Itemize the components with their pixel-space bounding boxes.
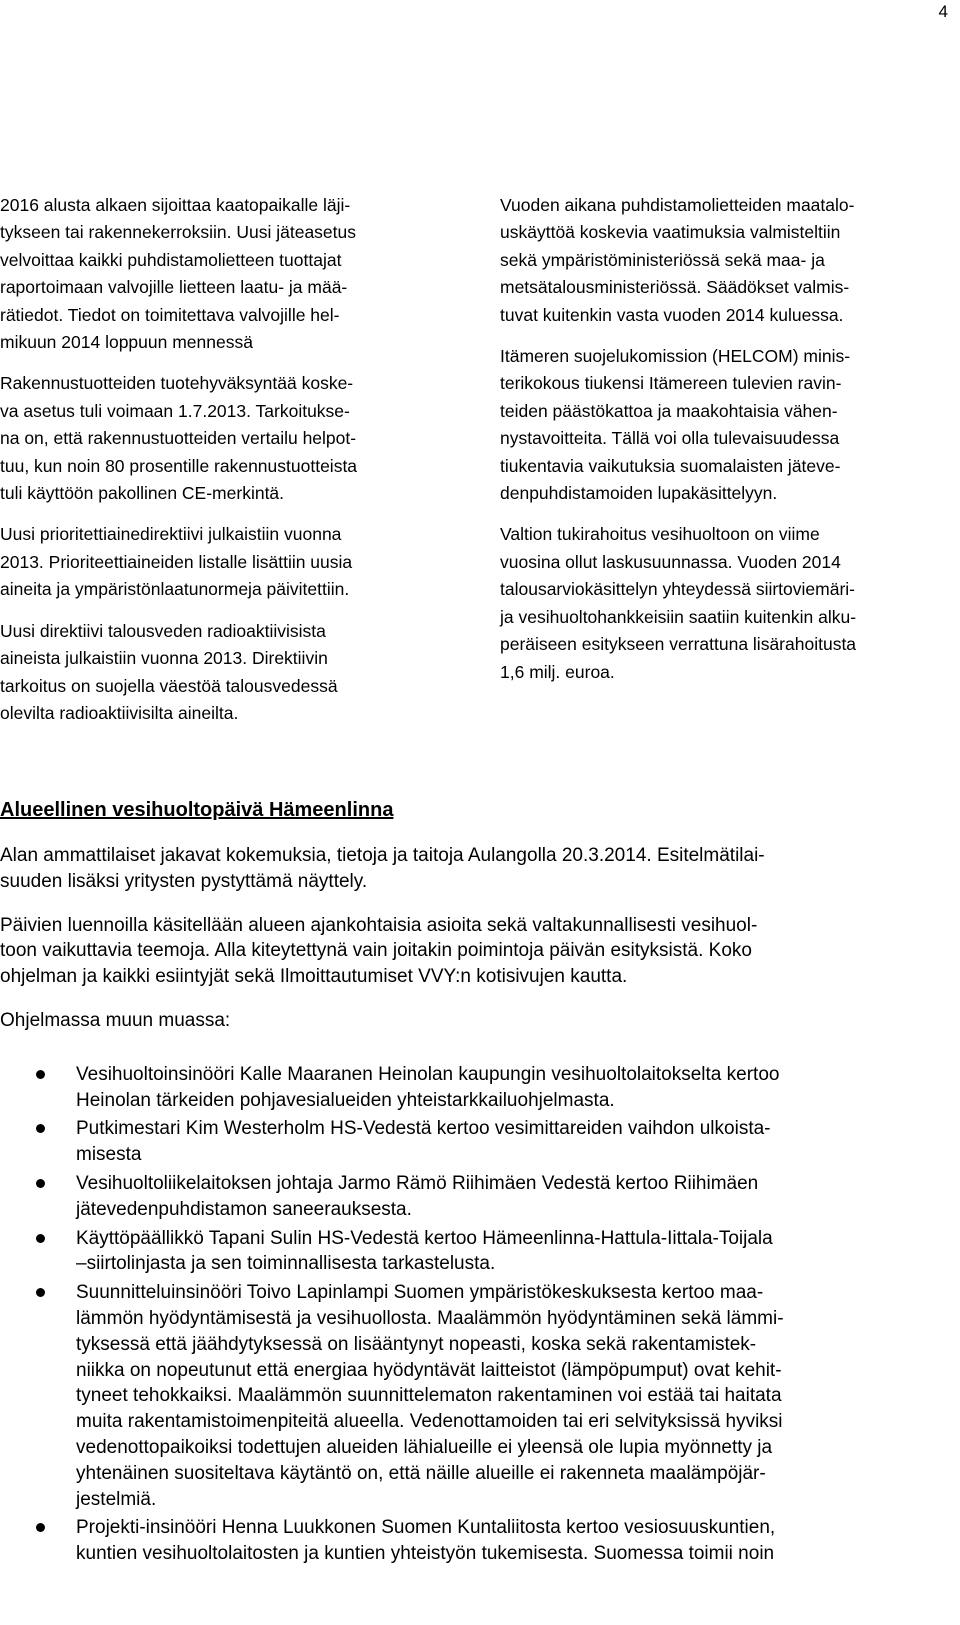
text-line: Heinolan tärkeiden pohjavesialueiden yhteistarkkailuohjelmasta. bbox=[76, 1089, 615, 1111]
text-line: aineista julkaistiin vuonna 2013. Direktiivin bbox=[0, 648, 328, 669]
text-line: rätiedot. Tiedot on toimitettava valvojille hel- bbox=[0, 304, 340, 325]
text-line: Rakennustuotteiden tuotehyväksyntää koske- bbox=[0, 373, 354, 394]
paragraph bbox=[0, 618, 450, 728]
left-column bbox=[0, 192, 450, 727]
text-line: misesta bbox=[76, 1144, 142, 1166]
text-line: Valtion tukirahoitus vesihuoltoon on viime bbox=[500, 524, 820, 545]
text-line: olevilta radioaktiivisilta aineilta. bbox=[0, 702, 239, 723]
paragraph bbox=[500, 343, 932, 507]
text-line: 2013. Prioriteettiaineiden listalle lisättiin uusia bbox=[0, 551, 353, 572]
paragraph bbox=[0, 843, 940, 895]
text-line: metsätalousministeriössä. Säädökset valmis- bbox=[500, 277, 850, 298]
text-line: talousarviokäsittelyn yhteydessä siirtoviemäri- bbox=[500, 579, 855, 600]
paragraph bbox=[0, 192, 450, 356]
paragraph bbox=[0, 913, 940, 990]
text-line: Uusi prioritettiainedirektiivi julkaistiin vuonna bbox=[0, 524, 342, 545]
text-line: denpuhdistamoiden lupakäsittelyyn. bbox=[500, 483, 778, 504]
text-line: jätevedenpuhdistamon saneerauksesta. bbox=[76, 1198, 412, 1220]
text-line: raportoimaan valvojille lietteen laatu- ja mää- bbox=[0, 277, 348, 298]
program-list bbox=[0, 1062, 940, 1567]
text-line: ja vesihuoltohankkeisiin saatiin kuitenkin alku- bbox=[500, 606, 857, 627]
list-item bbox=[0, 1226, 940, 1278]
text-line: na on, että rakennustuotteiden vertailu helpot- bbox=[0, 428, 357, 449]
text-line: yhtenäinen suositeltava käytäntö on, että näille alueille ei rakenneta maalämpöjär- bbox=[76, 1462, 766, 1484]
text-line: Suunnitteluinsinööri Toivo Lapinlampi Suomen ympäristökeskuksesta kertoo maa- bbox=[76, 1282, 764, 1304]
text-line: Käyttöpäällikkö Tapani Sulin HS-Vedestä kertoo Hämeenlinna-Hattula-Iittala-Toijala bbox=[76, 1227, 773, 1249]
text-line: velvoittaa kaikki puhdistamolietteen tuottajat bbox=[0, 249, 342, 270]
text-line: tuli käyttöön pakollinen CE-merkintä. bbox=[0, 483, 285, 504]
paragraph bbox=[0, 521, 450, 603]
list-item bbox=[0, 1515, 940, 1567]
event-section bbox=[0, 796, 940, 1570]
text-line: tuvat kuitenkin vasta vuoden 2014 kuluessa. bbox=[500, 304, 844, 325]
text-line: Alan ammattilaiset jakavat kokemuksia, tietoja ja taitoja Aulangolla 20.3.2014. Esitelmätilai- bbox=[0, 845, 765, 866]
text-line: tykseen tai rakennekerroksiin. Uusi jäteasetus bbox=[0, 222, 357, 243]
text-line: toon vaikuttavia teemoja. Alla kiteytettynä vain joitakin poimintoja päivän esityksistä. Koko bbox=[0, 940, 752, 962]
list-item bbox=[0, 1171, 940, 1223]
paragraph bbox=[500, 521, 932, 685]
text-line: kuntien vesihuoltolaitosten ja kuntien yhteistyön tukemisesta. Suomessa toimii noin bbox=[76, 1543, 775, 1565]
text-line: Projekti-insinööri Henna Luukkonen Suomen Kuntaliitosta kertoo vesiosuuskuntien, bbox=[76, 1517, 776, 1539]
text-line: lämmön hyödyntämisestä ja vesihuollosta. Maalämmön hyödyntäminen sekä lämmi- bbox=[76, 1307, 784, 1329]
text-line: 2016 alusta alkaen sijoittaa kaatopaikalle läji- bbox=[0, 195, 351, 215]
list-item bbox=[0, 1280, 940, 1512]
text-line: tuu, kun noin 80 prosentille rakennustuotteista bbox=[0, 455, 358, 476]
text-line: sekä ympäristöministeriössä sekä maa- ja bbox=[500, 249, 825, 270]
text-line: Vesihuoltoinsinööri Kalle Maaranen Heinolan kaupungin vesihuoltolaitokselta kertoo bbox=[76, 1063, 780, 1085]
text-line: Vesihuoltoliikelaitoksen johtaja Jarmo Rämö Riihimäen Vedestä kertoo Riihimäen bbox=[76, 1172, 759, 1194]
right-column bbox=[500, 192, 932, 686]
text-line: mikuun 2014 loppuun mennessä bbox=[0, 332, 253, 353]
text-line: Itämeren suojelukomission (HELCOM) minis- bbox=[500, 346, 851, 367]
text-line: niikka on nopeutunut että energiaa hyödyntävät laitteistot (lämpöpumput) ovat kehit- bbox=[76, 1359, 782, 1381]
text-line: muita rakentamistoimenpiteitä alueella. Vedenottamoiden tai eri selvityksissä hyviksi bbox=[76, 1411, 783, 1433]
text-line: suuden lisäksi yritysten pystyttämä näyttely. bbox=[0, 870, 368, 892]
program-intro: Ohjelmassa muun muassa: bbox=[0, 1009, 231, 1031]
section-title: Alueellinen vesihuoltopäivä Hämeenlinna bbox=[0, 799, 394, 821]
text-line: vuosina ollut laskusuunnassa. Vuoden 2014 bbox=[500, 551, 841, 572]
text-line: Putkimestari Kim Westerholm HS-Vedestä kertoo vesimittareiden vaihdon ulkoista- bbox=[76, 1118, 771, 1140]
text-line: uskäyttöä koskevia vaatimuksia valmisteltiin bbox=[500, 222, 841, 243]
text-line: nystavoitteita. Tällä voi olla tulevaisuudessa bbox=[500, 428, 840, 449]
text-line: va asetus tuli voimaan 1.7.2013. Tarkoitukse- bbox=[0, 400, 350, 421]
text-line: aineita ja ympäristönlaatunormeja päivitettiin. bbox=[0, 579, 350, 600]
list-item bbox=[0, 1116, 940, 1168]
text-line: Vuoden aikana puhdistamolietteiden maatalo- bbox=[500, 195, 855, 215]
list-item bbox=[0, 1062, 940, 1114]
text-line: vedenottopaikoiksi todettujen alueiden lähialueille ei yleensä ole lupia myönnetty ja bbox=[76, 1436, 773, 1458]
text-line: tarkoitus on suojella väestöä talousvedessä bbox=[0, 675, 338, 696]
text-line: teiden päästökattoa ja maakohtaisia vähen- bbox=[500, 400, 838, 421]
text-line: Päivien luennoilla käsitellään alueen ajankohtaisia asioita sekä valtakunnallisesti vesihuol- bbox=[0, 914, 758, 936]
text-line: –siirtolinjasta ja sen toiminnallisesta tarkastelusta. bbox=[76, 1253, 496, 1275]
text-line: Uusi direktiivi talousveden radioaktiivisista bbox=[0, 620, 326, 641]
text-line: peräiseen esitykseen verrattuna lisärahoitusta bbox=[500, 634, 857, 655]
page-number: 4 bbox=[938, 2, 948, 21]
text-line: tyneet tehokkaiksi. Maalämmön suunnittelematon rakentaminen voi estää tai haitata bbox=[76, 1385, 782, 1407]
paragraph bbox=[0, 370, 450, 507]
paragraph bbox=[500, 192, 932, 329]
text-line: ohjelman ja kaikki esiintyjät sekä Ilmoittautumiset VVY:n kotisivujen kautta. bbox=[0, 966, 628, 988]
text-line: jestelmiä. bbox=[76, 1488, 157, 1510]
text-line: tyksessä että jäähdytyksessä on lisääntynyt nopeasti, koska sekä rakentamistek- bbox=[76, 1333, 757, 1355]
text-line: tiukentavia vaikutuksia suomalaisten jäteve- bbox=[500, 455, 841, 476]
text-line: 1,6 milj. euroa. bbox=[500, 661, 615, 682]
text-line: terikokous tiukensi Itämereen tulevien ravin- bbox=[500, 373, 842, 394]
